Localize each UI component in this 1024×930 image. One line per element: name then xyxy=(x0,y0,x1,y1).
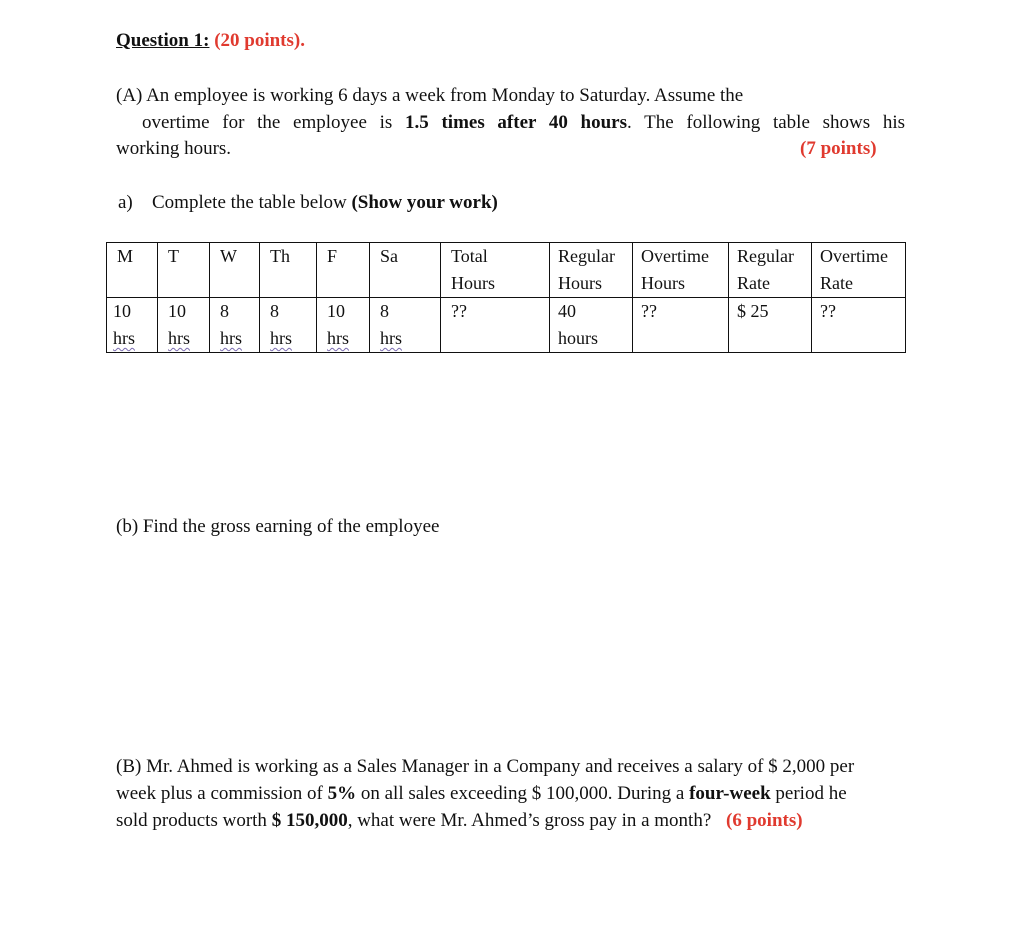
header-cell: Regular xyxy=(729,243,812,271)
hrs-unit: hrs xyxy=(380,328,402,348)
table-cell: 8 xyxy=(260,298,317,326)
part-b-line2-pre: week plus a commission of xyxy=(116,783,328,804)
table-cell xyxy=(317,325,370,353)
hrs-unit: hrs xyxy=(168,328,190,348)
period-length: four-week xyxy=(689,783,771,804)
part-b-line2 xyxy=(116,783,847,805)
working-hours-table xyxy=(106,242,906,353)
header-cell xyxy=(260,270,317,298)
header-cell: M xyxy=(107,243,158,271)
hrs-unit: hrs xyxy=(327,328,349,348)
header-cell: T xyxy=(158,243,210,271)
table-cell: 40 xyxy=(550,298,633,326)
sub-a-text: Complete the table below xyxy=(152,192,352,213)
table-cell: 8 xyxy=(370,298,441,326)
table-cell xyxy=(812,325,906,353)
table-cell: hours xyxy=(550,325,633,353)
sales-amount: $ 150,000 xyxy=(271,810,348,831)
part-a-line2 xyxy=(142,112,905,134)
header-cell xyxy=(370,270,441,298)
part-b-line3 xyxy=(116,810,803,832)
part-b-points: (6 points) xyxy=(726,810,803,831)
question-label: Question 1: xyxy=(116,30,210,51)
sub-a-bold: (Show your work) xyxy=(351,192,498,213)
header-cell: Rate xyxy=(812,270,906,298)
table-cell xyxy=(370,325,441,353)
table-cell: ?? xyxy=(441,298,550,326)
part-b-line1: (B) Mr. Ahmed is working as a Sales Manager in a Company and receives a salary of $ 2,000 per xyxy=(116,756,855,777)
header-cell: F xyxy=(317,243,370,271)
question-title xyxy=(116,30,305,52)
part-b-line2-mid: on all sales exceeding $ 100,000. During a xyxy=(356,783,690,804)
question-points: (20 points). xyxy=(214,30,305,51)
table-cell xyxy=(107,325,158,353)
table-header-row xyxy=(107,243,906,271)
table-cell xyxy=(260,325,317,353)
part-a-points: (7 points) xyxy=(800,138,877,159)
sub-a-instruction xyxy=(152,192,498,214)
header-cell: Regular xyxy=(550,243,633,271)
part-a-line3: working hours. xyxy=(116,138,232,159)
part-b-line3-pre: sold products worth xyxy=(116,810,272,831)
header-cell xyxy=(158,270,210,298)
table-cell: 8 xyxy=(210,298,260,326)
header-cell xyxy=(317,270,370,298)
header-cell: Total xyxy=(441,243,550,271)
header-cell: Hours xyxy=(441,270,550,298)
table-cell: 10 xyxy=(158,298,210,326)
part-b-find-gross: (b) Find the gross earning of the employee xyxy=(116,516,440,537)
header-cell xyxy=(107,270,158,298)
header-cell: Th xyxy=(260,243,317,271)
table-cell: ?? xyxy=(812,298,906,326)
table-cell: 10 xyxy=(107,298,158,326)
part-a-line2-pre: overtime for the employee is xyxy=(142,112,405,133)
header-cell: Sa xyxy=(370,243,441,271)
table-cell xyxy=(210,325,260,353)
table-header-row xyxy=(107,270,906,298)
table-cell: 10 xyxy=(317,298,370,326)
header-cell: Overtime xyxy=(812,243,906,271)
table-row xyxy=(107,298,906,326)
table-row xyxy=(107,325,906,353)
part-b-line2-post: period he xyxy=(770,783,847,804)
hrs-unit: hrs xyxy=(270,328,292,348)
table-cell: ?? xyxy=(633,298,729,326)
hrs-unit: hrs xyxy=(220,328,242,348)
hrs-unit: hrs xyxy=(113,328,135,348)
part-a-line1: (A) An employee is working 6 days a week from Monday to Saturday. Assume the xyxy=(116,85,744,106)
part-a-line2-post: . The following table shows his xyxy=(627,112,905,133)
table-cell: $ 25 xyxy=(729,298,812,326)
table-cell xyxy=(441,325,550,353)
part-b-line3-post: , what were Mr. Ahmed’s gross pay in a month? xyxy=(347,810,712,831)
header-cell xyxy=(210,270,260,298)
table-cell xyxy=(729,325,812,353)
table-cell xyxy=(633,325,729,353)
sub-a-label: a) xyxy=(118,192,133,213)
header-cell: Hours xyxy=(550,270,633,298)
table-cell xyxy=(158,325,210,353)
header-cell: Rate xyxy=(729,270,812,298)
commission-rate: 5% xyxy=(327,783,357,804)
header-cell: Hours xyxy=(633,270,729,298)
header-cell: W xyxy=(210,243,260,271)
header-cell: Overtime xyxy=(633,243,729,271)
part-a-overtime-rule: 1.5 times after 40 hours xyxy=(405,112,627,133)
